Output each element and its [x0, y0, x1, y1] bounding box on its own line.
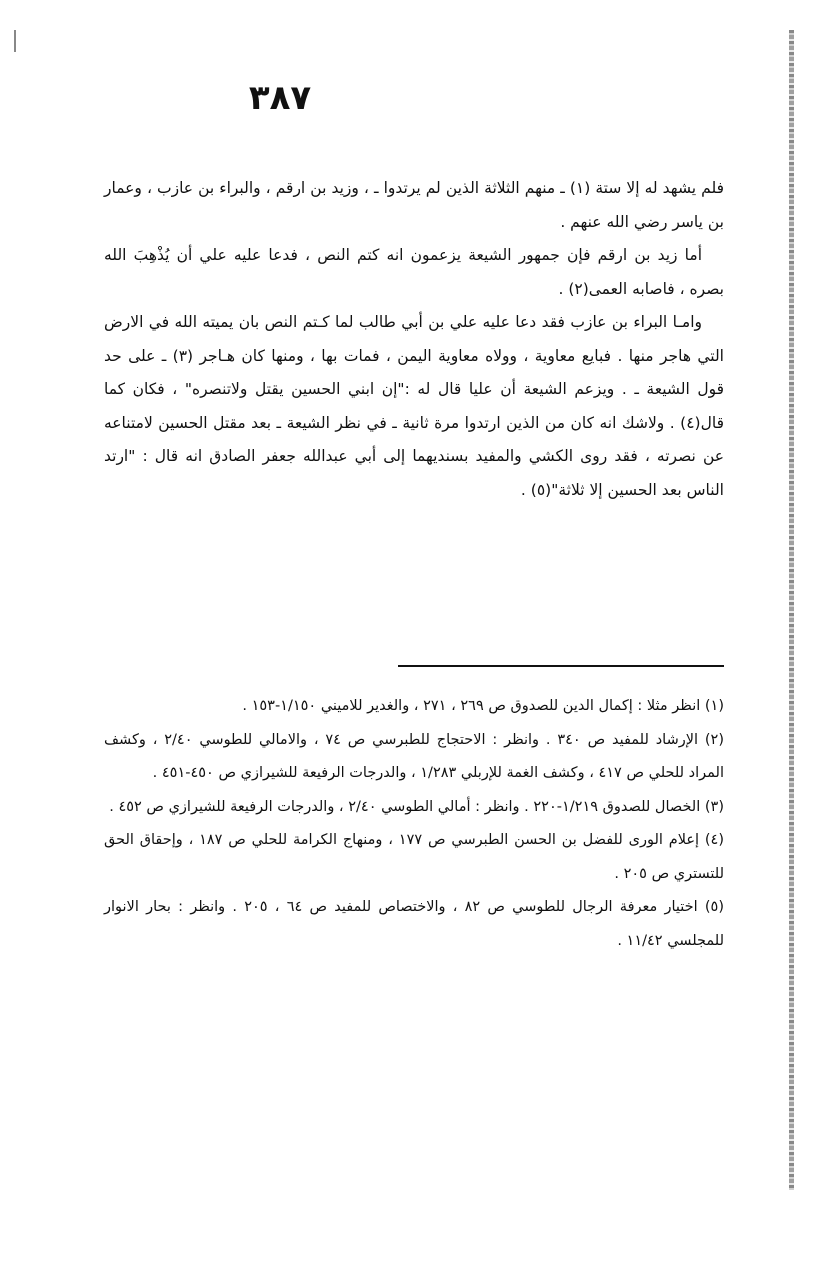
footnote-separator — [398, 665, 724, 667]
main-text — [104, 172, 724, 507]
scan-artifact-mark — [14, 30, 16, 52]
footnotes — [104, 690, 724, 958]
scan-page-edge — [789, 30, 794, 1190]
paragraph: وامـا البراء بن عازب فقد دعا عليه علي بن أبي طالب لما كـتم النص بان يميته الله في الارض التي هاجر منها . فبايع معاوية ، وولاه معاوية اليمن ، فمات بها ، ومنها كان هـاجر (٣) ـ على حد قول الشيعة ـ . ويزعم الشيعة أن عليا قال له :"إن ابني الحسين يقتل ولاتنصره" ، فكان كما قال(٤) . ولاشك انه كان من الذين ارتدوا مرة ثانية ـ في نظر الشيعة ـ بعد مقتل الحسين لامتناعه عن نصرته ، فقد روى الكشي والمفيد بسنديهما إلى أبي عبدالله جعفر الصادق انه قال : "ارتد الناس بعد الحسين إلا ثلاثة"(٥) . — [104, 313, 724, 499]
footnote: (٤) إعلام الورى للفضل بن الحسن الطبرسي ص ١٧٧ ، ومنهاج الكرامة للحلي ص ١٨٧ ، وإحقاق الحق للتستري ص ٢٠٥ . — [104, 832, 724, 882]
footnote: (٥) اختيار معرفة الرجال للطوسي ص ٨٢ ، والاختصاص للمفيد ص ٦٤ ، ٢٠٥ . وانظر : بحار الانوار للمجلسي ١١/٤٢ . — [104, 899, 724, 949]
page-number: ٣٨٧ — [248, 78, 312, 118]
paragraph: فلم يشهد له إلا ستة (١) ـ منهم الثلاثة الذين لم يرتدوا ـ ، وزيد بن ارقم ، والبراء بن عازب ، وعمار بن ياسر رضي الله عنهم . — [104, 179, 724, 231]
footnote: (٣) الخصال للصدوق ١/٢١٩-٢٢٠ . وانظر : أمالي الطوسي ٢/٤٠ ، والدرجات الرفيعة للشيرازي ص ٤٥٢ . — [109, 798, 724, 815]
footnote: (٢) الإرشاد للمفيد ص ٣٤٠ . وانظر : الاحتجاج للطبرسي ص ٧٤ ، والامالي للطوسي ٢/٤٠ ، وكشف المراد للحلي ص ٤١٧ ، وكشف الغمة للإربلي ١/٢٨٣ ، والدرجات الرفيعة للشيرازي ص ٤٥٠-٤٥١ . — [104, 731, 725, 781]
paragraph: أما زيد بن ارقم فإن جمهور الشيعة يزعمون انه كتم النص ، فدعا عليه علي أن يُذْهِبَ الله بصره ، فاصابه العمى(٢) . — [104, 246, 724, 298]
footnote: (١) انظر مثلا : إكمال الدين للصدوق ص ٢٦٩ ، ٢٧١ ، والغدير للاميني ١/١٥٠-١٥٣ . — [242, 698, 724, 714]
